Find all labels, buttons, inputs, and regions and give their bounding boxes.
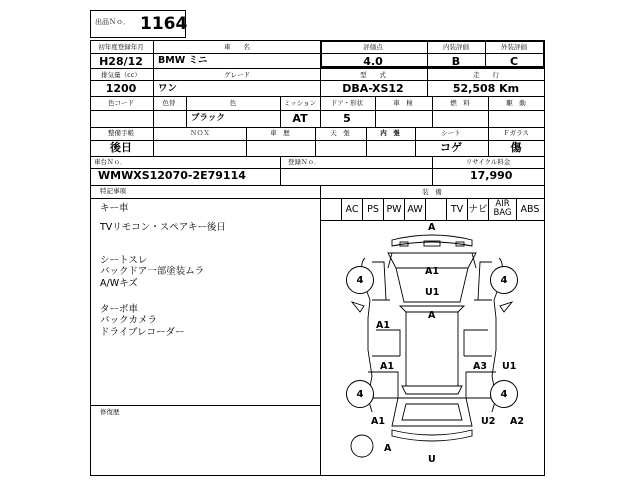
mileage-label: 走 行 xyxy=(473,71,499,79)
score-label: 評価点 xyxy=(363,43,383,51)
equip-aw: AW xyxy=(407,204,423,215)
mark-right-rear-quarter: U2 xyxy=(481,416,496,427)
note-line xyxy=(100,233,315,245)
interior-grade: B xyxy=(451,55,461,68)
mark-left-front-door: A1 xyxy=(376,320,390,331)
car-name: BMW ミニ xyxy=(158,55,208,66)
recycle-label: リサイクル料金 xyxy=(465,158,511,166)
vin-label: 車台Ｎｏ． xyxy=(94,158,127,166)
equip-ac: AC xyxy=(345,204,359,215)
reg-year: H28/12 xyxy=(99,55,143,68)
grade: ワン xyxy=(158,83,178,94)
displacement: 1200 xyxy=(105,82,137,95)
note-line: A/Wキズ xyxy=(100,277,138,289)
equipment-label: 装 備 xyxy=(422,188,442,196)
note-line: ターボ車 xyxy=(100,303,139,315)
nox-label: ＮＯＸ xyxy=(190,129,210,137)
exterior-grade: C xyxy=(509,55,519,68)
manual-label: 整備手帳 xyxy=(108,129,134,137)
color-change-label: 色替 xyxy=(162,99,176,107)
color-code-label: 色コード xyxy=(108,99,134,107)
notes-list xyxy=(100,203,315,338)
reg-year-label: 初年度登録年月 xyxy=(98,43,144,51)
mission-label: ミッション xyxy=(283,99,317,107)
vin: WMWXS12070-2E79114 xyxy=(98,169,246,182)
mark-right-rear-door: U1 xyxy=(502,361,517,372)
mark-left-rear-door: A1 xyxy=(380,361,394,372)
mark-rear-bumper: U xyxy=(428,454,436,465)
seat-label: シート xyxy=(441,129,461,137)
car-name-label: 車 名 xyxy=(224,43,250,51)
color-label: 色 xyxy=(229,99,237,107)
displacement-label: 排気量（cc） xyxy=(101,71,141,79)
mark-windshield-2: U1 xyxy=(425,287,440,298)
tire-front-left: 4 xyxy=(346,266,374,294)
equip-navi: ナビ xyxy=(468,204,488,215)
recycle-fee: 17,990 xyxy=(470,169,513,182)
tire-rear-right: 4 xyxy=(490,380,518,408)
mark-spare: A xyxy=(384,443,392,454)
roof-label: 天 張 xyxy=(330,129,350,137)
note-line: バックドア一部塗装ムラ xyxy=(100,266,205,277)
model-code: DBA-XS12 xyxy=(342,82,404,95)
equip-tv: TV xyxy=(450,204,464,215)
inner-label: 内 張 xyxy=(380,129,400,137)
mission: AT xyxy=(292,112,308,125)
glass-label: Ｆガラス xyxy=(503,129,529,137)
history-label: 車 歴 xyxy=(270,129,290,137)
fuel-label: 燃 料 xyxy=(450,99,470,107)
mark-right-rear-corner: A2 xyxy=(510,416,524,427)
equip-airbag: AIR BAG xyxy=(493,199,512,218)
lot-number: 1164 xyxy=(140,14,188,34)
exterior-label: 外装評価 xyxy=(501,43,527,51)
note-line xyxy=(100,292,315,304)
equip-ps: PS xyxy=(367,204,379,215)
interior-label: 内装評価 xyxy=(443,43,469,51)
mark-right-front-door: A3 xyxy=(473,361,487,372)
repairs-label: 修復歴 xyxy=(100,408,120,416)
mark-front-bumper: A xyxy=(428,222,436,233)
tire-front-right: 4 xyxy=(490,266,518,294)
note-line: バックカメラ xyxy=(100,315,158,326)
doors: 5 xyxy=(343,112,351,125)
equip-abs: ABS xyxy=(520,204,540,215)
mark-hood: A xyxy=(428,310,436,321)
seat: コゲ xyxy=(440,141,462,154)
mark-windshield-1: A1 xyxy=(425,266,439,277)
note-line: TVリモコン・スペアキー後日 xyxy=(100,221,226,233)
note-line: キー車 xyxy=(100,203,129,214)
doors-label: ドア・形状 xyxy=(330,99,364,107)
note-line: ドライブレコーダー xyxy=(100,326,185,338)
drive-label: 駆 動 xyxy=(506,99,526,107)
inspection-label: 車 検 xyxy=(393,99,413,107)
mileage: 52,508 Km xyxy=(452,82,520,95)
grade-label: グレード xyxy=(224,71,250,79)
score: 4.0 xyxy=(363,55,383,68)
manual: 後日 xyxy=(110,141,132,154)
note-line: シートスレ xyxy=(100,254,148,266)
equip-pw: PW xyxy=(386,204,402,215)
mark-left-rear-quarter: A1 xyxy=(371,416,385,427)
tire-rear-left: 4 xyxy=(346,380,374,408)
reg-no-label: 登録Ｎｏ． xyxy=(288,158,321,166)
notes-label: 特記事項 xyxy=(100,187,126,195)
color-value: ブラック xyxy=(191,113,225,123)
lot-number-label: 出品Ｎｏ． xyxy=(95,18,130,26)
model-label: 型 式 xyxy=(360,71,386,79)
glass: 傷 xyxy=(510,141,522,154)
